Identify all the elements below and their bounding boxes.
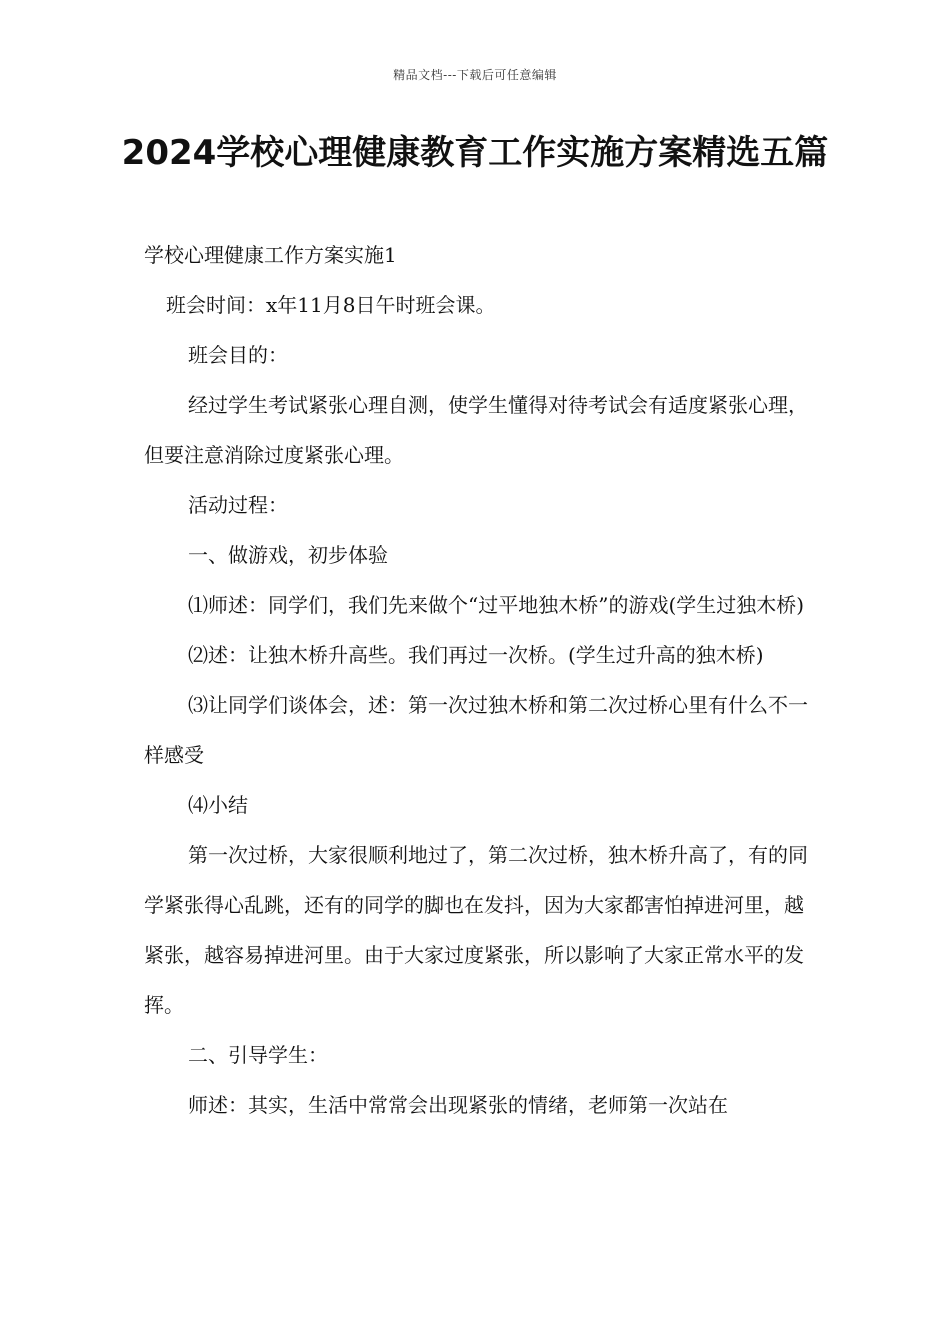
paragraph: 活动过程：: [188, 493, 288, 517]
document-body: [144, 230, 809, 1130]
paragraph: 经过学生考试紧张心理自测，使学生懂得对待考试会有适度紧张心理，但要注意消除过度紧张心理。: [144, 393, 808, 467]
paragraph: 一、做游戏，初步体验: [188, 543, 388, 567]
paragraph: 班会时间：x年11月8日午时班会课。: [166, 293, 496, 317]
paragraph: 第一次过桥，大家很顺利地过了，第二次过桥，独木桥升高了，有的同学紧张得心乱跳，还有的同学的脚也在发抖，因为大家都害怕掉进河里，越紧张，越容易掉进河里。由于大家过度紧张，所以影响了大家正常水平的发挥。: [144, 843, 808, 1017]
paragraph: ⑷小结: [188, 793, 248, 817]
paragraph: ⑴师述：同学们，我们先来做个“过平地独木桥”的游戏(学生过独木桥): [188, 593, 805, 617]
paragraph: 二、引导学生：: [188, 1043, 328, 1067]
paragraph: ⑵述：让独木桥升高些。我们再过一次桥。(学生过升高的独木桥): [188, 643, 764, 667]
header-note: 精品文档---下载后可任意编辑: [393, 68, 557, 82]
paragraph: 师述：其实，生活中常常会出现紧张的情绪，老师第一次站在: [188, 1093, 728, 1117]
section-heading: 学校心理健康工作方案实施1: [144, 243, 397, 267]
paragraph: 班会目的：: [188, 343, 288, 367]
document-title: 2024学校心理健康教育工作实施方案精选五篇: [121, 133, 829, 173]
paragraph: ⑶让同学们谈体会，述：第一次过独木桥和第二次过桥心里有什么不一样感受: [144, 693, 808, 767]
